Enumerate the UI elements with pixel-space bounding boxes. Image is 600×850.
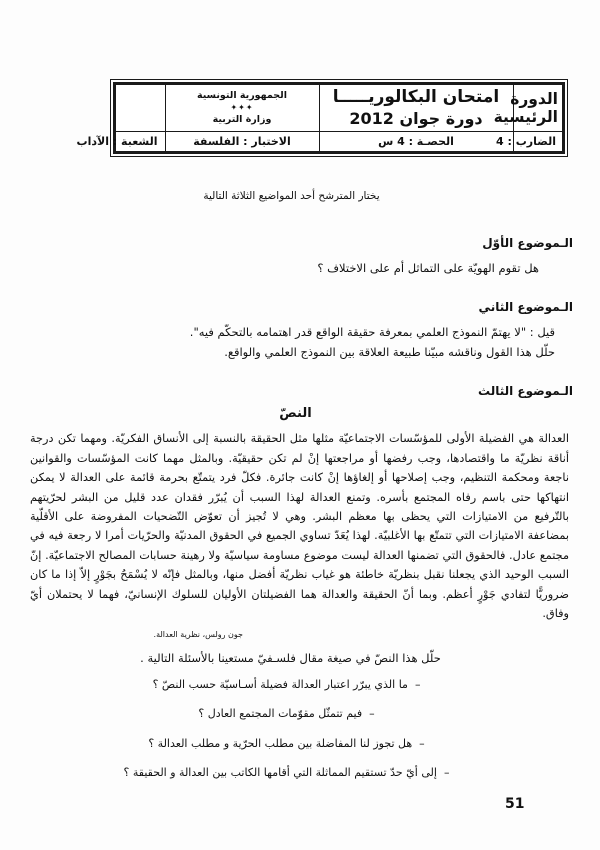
list-bullet-dash: – (419, 736, 425, 750)
exam-title-line1: امتحان البكالوريـــــا (332, 87, 500, 107)
topic-title-third: الـموضوع الثالث (477, 384, 573, 399)
topic-first-line-1: هل تقوم الهويّة على التماثل أم على الاختلاف ؟ (317, 261, 539, 275)
passage-heading: النصّ (279, 406, 312, 422)
exam-header-block (76, 82, 565, 154)
list-bullet-dash: – (443, 766, 450, 780)
table-row (115, 84, 564, 132)
header-cell-coefficient: الضارب : 4 (513, 132, 564, 153)
list-bullet-dash: – (369, 707, 375, 721)
topic-body-first (28, 258, 573, 278)
ministry-label: وزارة التربية (212, 113, 272, 125)
question-list (28, 677, 573, 782)
passage-attribution: جون رولس، نظرية العدالة. (153, 629, 243, 639)
header-cell-session (493, 84, 564, 132)
list-bullet-dash: – (414, 677, 421, 691)
topic-title-first: الـموضوع الأوّل (482, 236, 573, 250)
header-cell-exam-title (319, 84, 513, 132)
list-item (28, 706, 573, 723)
passage-paragraph: العدالة هي الفضيلة الأولى للمؤسّسات الاجتماعيّة مثلها مثل الحقيقة بالنسبة إلى الأنساق الفكريّة. ومهما تكن درجة أناقة نظريّة ما واقتصادها، وجب رفضها أو مراجعتها إنْ لم تكن حقيقيّة. وبالمثل مهما كانت المؤسّسات والقوانين ناجعة ومحكمة التنظيم، وجب إصلاحها أو إلغاؤها إنْ كانت جائرة. فكلّ فرد يتمتّع بحرمة قائمة على العدالة لا يمكن انتهاكها حتى باسم رفاه المجتمع بأسره. وتمنع العدالة لهذا السبب أن يُبرّر فقدان عدد قليل من البشر لحرّيتهم بالتّرفيع من الامتيازات التي يحظى بها معظم البشر. وهي لا تُجيز أن تعوّض التّضحيات المفروضة على الأقلّية بمضاعفة الامتيازات التي تتمتّع بها الأغلبيّة. لهذا يُعَدّ تساوي الجميع في الحقوق المدنيّة والحرّيات أمرا لا رجعة فيه في مجتمع عادل. فالحقوق التي تضمنها العدالة ليست موضوع مساومة سياسيّة ولا رهينة حسابات المصالح الاجتماعيّة. إنّ السبب الوحيد الذي يجعلنا نقبل بنظريّة خاطئة هو غياب نظريّة أفضل منها، وبالمثل فإنّه لا يُسْمَحُ بجَوْرٍ إلاّ إذا ما كان ضروريًّا لتفادي جَوْرٍ أعظم. وبما أنّ الحقيقة والعدالة هما الفضيلتان الأوليان للسلوك الإنسانيّ، فهما لا يحتملان أيّ وفاق. (30, 432, 569, 621)
page-number: 51 (505, 796, 525, 812)
question-text: فيم تتمثّل مقوّمات المجتمع العادل ؟ (198, 707, 363, 721)
question-text: هل تجوز لنا المفاضلة بين مطلب الحرّية و مطلب العدالة ؟ (148, 736, 413, 750)
header-cell-subject: الاختبار : الفلسفة (165, 132, 319, 153)
country-label: الجمهورية التونسية (197, 89, 287, 101)
topic-second-line-1: قيل : "لا يهتمّ النموذج العلمي بمعرفة حقيقة الواقع قدر اهتمامه بالتحكّم فيه". (189, 325, 555, 340)
topic-second-line-2: حلّل هذا القول وناقشه مبيّنا طبيعة العلاقة بين النموذج العلمي والواقع. (224, 345, 555, 360)
header-cell-republic (165, 84, 319, 132)
list-item (28, 765, 573, 782)
analysis-prompt: حلّل هذا النصّ في صيغة مقال فلسـفيّ مستعينا بالأسئلة التالية . (140, 650, 441, 665)
topic-body-second (28, 322, 573, 362)
question-text: إلى أيّ حدّ تستقيم المماثلة التي أقامها الكاتب بين العدالة و الحقيقة ؟ (123, 766, 437, 780)
exam-content (28, 190, 573, 795)
stars-emblem-icon: ✦✦✦ (230, 102, 254, 112)
list-item (28, 736, 573, 753)
header-cell-branch: الشعبة : الآداب (115, 132, 166, 153)
question-text: ما الذي يبرّر اعتبار العدالة فضيلة أسـاسيّة حسب النصّ ؟ (152, 677, 408, 691)
exam-header-table (76, 82, 565, 154)
topic-title-second: الـموضوع الثاني (478, 300, 573, 315)
instruction-text: يختار المترشح أحد المواضيع الثلاثة التالية (203, 190, 380, 202)
list-item (28, 677, 573, 694)
header-cell-duration: الحصـة : 4 س (319, 132, 513, 153)
table-row (115, 132, 564, 153)
exam-title-line2: دورة جوان 2012 (349, 109, 483, 129)
session-label: الدورة الرئيسية (493, 90, 558, 127)
